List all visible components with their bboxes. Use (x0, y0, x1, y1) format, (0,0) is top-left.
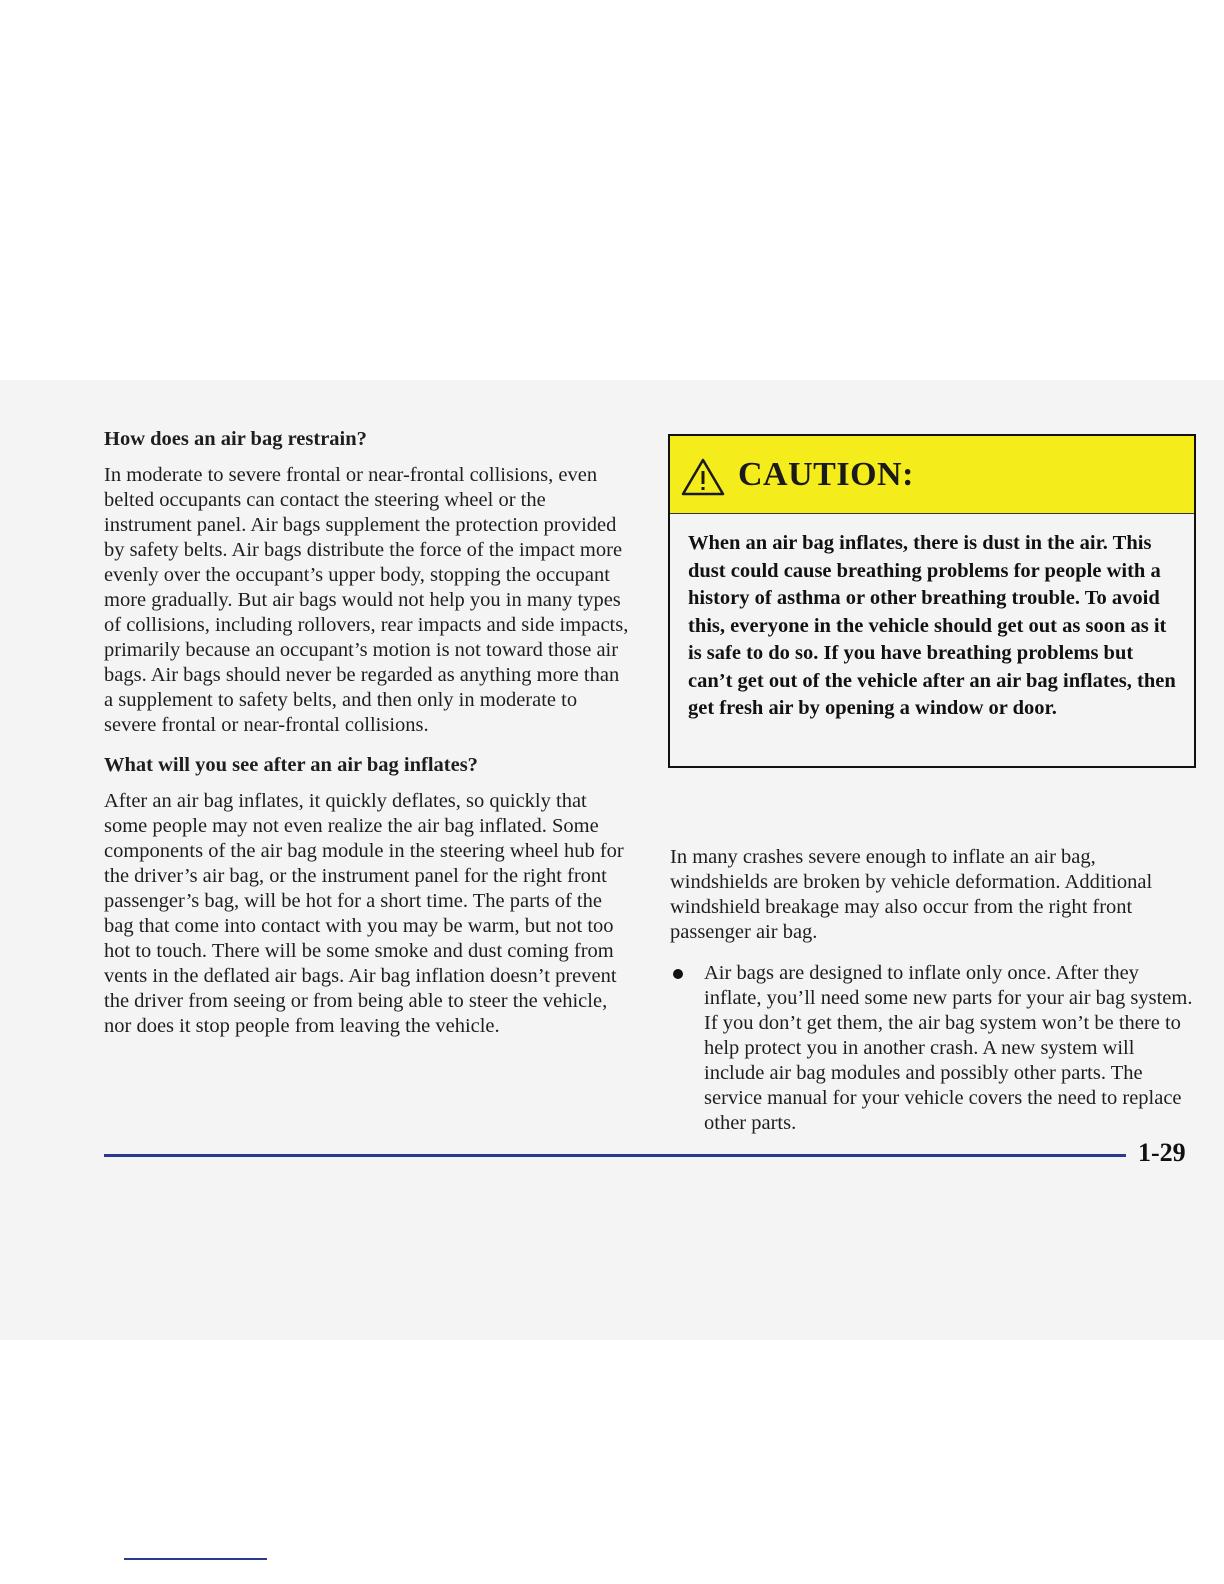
section-body-restrain: In moderate to severe frontal or near-frontal collisions, even belted occupants can contact the steering wheel or the instrument panel. Air bags supplement the protection provided by safety belts. Air bags distribute the force of the impact more evenly over the occupant’s upper body, stopping the occupant more gradually. But air bags would not help you in many types of collisions, including rollovers, rear impacts and side impacts, primarily because an occupant’s motion is not toward those air bags. Air bags should never be regarded as anything more than a supplement to safety belts, and then only in moderate to severe frontal or near-frontal collisions. (104, 464, 629, 736)
section-body-after-inflation: After an air bag inflates, it quickly deflates, so quickly that some people may not even realize the air bag inflated. Some components of the air bag module in the steering wheel hub for the driver’s air bag, or the instrument panel for the right front passenger’s bag, will be hot for a short time. The parts of the bag that come into contact with you may be warm, but not too hot to touch. There will be some smoke and dust coming from vents in the deflated air bags. Air bag inflation doesn’t prevent the driver from seeing or from being able to steer the vehicle, nor does it stop people from leaving the vehicle. (104, 790, 624, 1037)
list-item-text: Air bags are designed to inflate only once. After they inflate, you’ll need some new parts for your air bag system. If you don’t get them, the air bag system won’t be there to help protect you in another crash. A new system will include air bag modules and possibly other parts. The service manual for your vehicle covers the need to replace other parts. (704, 962, 1193, 1134)
section-heading-restrain: How does an air bag restrain? (104, 428, 367, 450)
page-number: 1-29 (1138, 1138, 1186, 1167)
caution-box (668, 434, 1196, 768)
right-column (670, 845, 1198, 1136)
windshield-paragraph: In many crashes severe enough to inflate an air bag, windshields are broken by vehicle deformation. Additional windshield breakage may also occur from the right front passenger air bag. (670, 846, 1153, 943)
caution-header (670, 436, 1194, 514)
footer-stub-line (124, 1558, 267, 1560)
left-column (104, 428, 632, 1055)
caution-text: When an air bag inflates, there is dust in the air. This dust could cause breathing problems for people with a history of asthma or other breathing trouble. To avoid this, everyone in the vehicle should get out as soon as it is safe to do so. If you have breathing problems but can’t get out of the vehicle after an air bag inflates, then get fresh air by opening a window or door. (688, 532, 1176, 719)
footer-rule (104, 1154, 1126, 1157)
list-item (670, 961, 1198, 1136)
bullet-list (670, 961, 1198, 1136)
section-heading-after-inflation: What will you see after an air bag inflates? (104, 754, 478, 776)
warning-triangle-icon (680, 457, 726, 497)
caution-title: CAUTION: (738, 455, 914, 493)
bullet-icon (673, 969, 683, 979)
